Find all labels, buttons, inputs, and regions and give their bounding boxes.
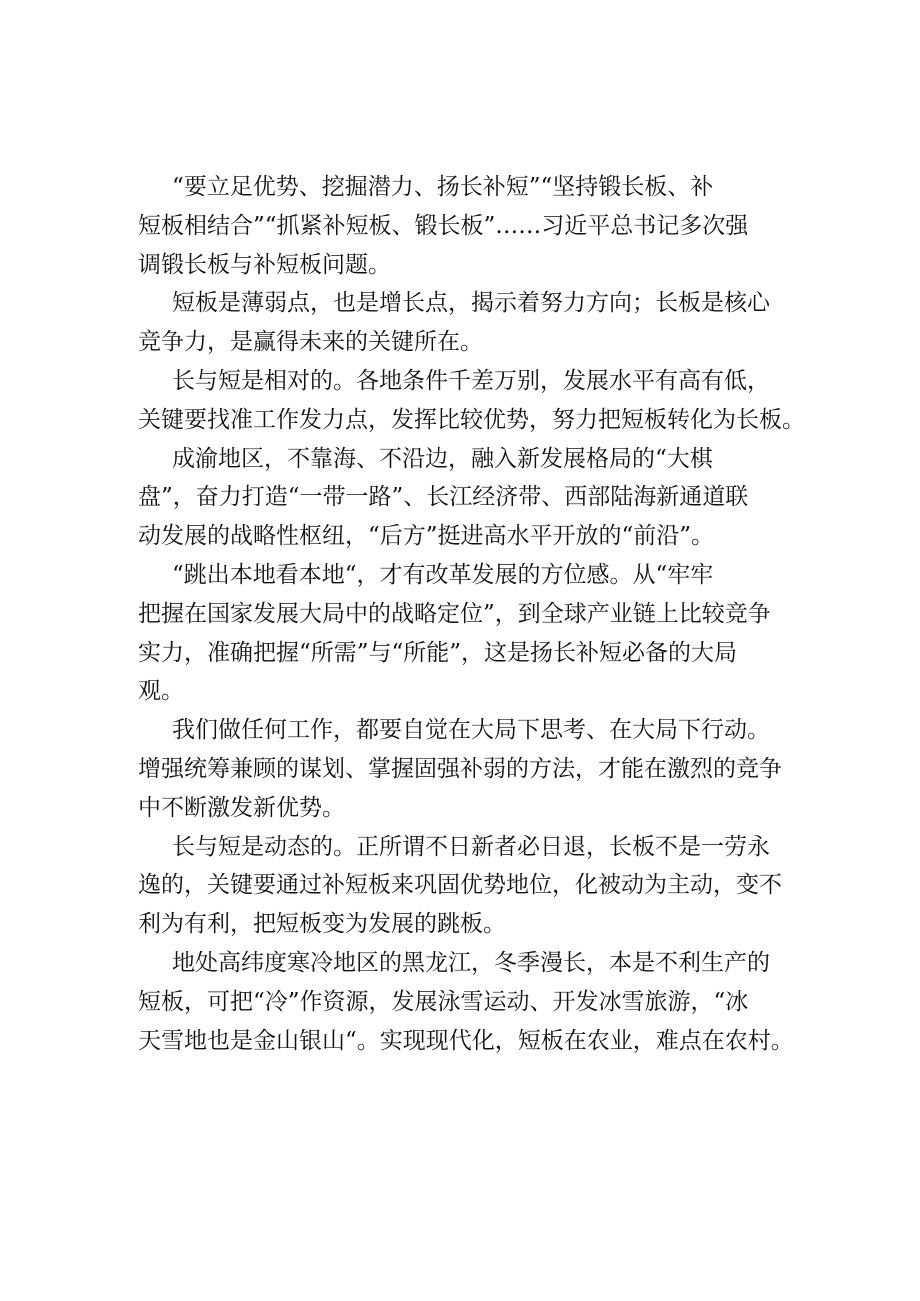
paragraph-6 (138, 711, 810, 827)
paragraph-line: 长与短是相对的。各地条件千差万别，发展水平有高有低， (172, 367, 770, 394)
paragraph-line: 调锻长板与补短板问题。 (138, 251, 391, 278)
paragraph-8 (138, 944, 810, 1060)
paragraph-line: 逸的，关键要通过补短板来巩固优势地位，化被动为主动，变不 (138, 872, 782, 899)
paragraph-2 (138, 284, 810, 362)
paragraph-line: 观。 (138, 678, 184, 705)
paragraph-5 (138, 556, 810, 711)
paragraph-line: 实力，准确把握“所需”与“所能”，这是扬长补短必备的大局 (138, 639, 738, 666)
paragraph-line: 短板相结合”“抓紧补短板、锻长板”……习近平总书记多次强 (138, 212, 749, 239)
paragraph-line: “要立足优势、挖掘潜力、扬长补短”“坚持锻长板、补 (172, 174, 714, 200)
paragraph-line: 动发展的战略性枢纽，“后方”挺进高水平开放的“前沿”。 (138, 523, 715, 550)
paragraph-line: 盘”，奋力打造“一带一路”、长江经济带、西部陆海新通道联 (138, 484, 749, 511)
paragraph-7 (138, 828, 810, 944)
paragraph-line: 把握在国家发展大局中的战略定位”，到全球产业链上比较竞争 (138, 600, 771, 627)
paragraph-line: 地处高纬度寒冷地区的黑龙江，冬季漫长，本是不利生产的 (172, 949, 770, 976)
paragraph-line: 天雪地也是金山银山“。实现现代化，短板在农业，难点在农村。 (138, 1027, 794, 1054)
paragraph-line: 短板，可把“冷”作资源，发展泳雪运动、开发冰雪旅游，“冰 (138, 988, 749, 1015)
paragraph-line: “跳出本地看本地“，才有改革发展的方位感。从“牢牢 (172, 561, 714, 588)
paragraph-line: 竞争力，是赢得未来的关键所在。 (138, 329, 483, 356)
paragraph-3 (138, 362, 810, 440)
paragraph-line: 关键要找准工作发力点，发挥比较优势，努力把短板转化为长板。 (138, 406, 805, 433)
paragraph-line: 增强统筹兼顾的谋划、掌握固强补弱的方法，才能在激烈的竞争 (138, 755, 782, 782)
paragraph-4 (138, 440, 810, 556)
paragraph-line: 利为有利，把短板变为发展的跳板。 (138, 911, 506, 938)
paragraph-1 (138, 168, 810, 284)
paragraph-line: 短板是薄弱点，也是增长点，揭示着努力方向；长板是核心 (172, 290, 770, 317)
paragraph-line: 长与短是动态的。正所谓不日新者必日退，长板不是一劳永 (172, 833, 770, 860)
paragraph-line: 我们做任何工作，都要自觉在大局下思考、在大局下行动。 (172, 717, 770, 744)
article-body (138, 168, 810, 1060)
paragraph-line: 成渝地区，不靠海、不沿边，融入新发展格局的“大棋 (172, 445, 713, 472)
paragraph-line: 中不断激发新优势。 (138, 794, 345, 821)
